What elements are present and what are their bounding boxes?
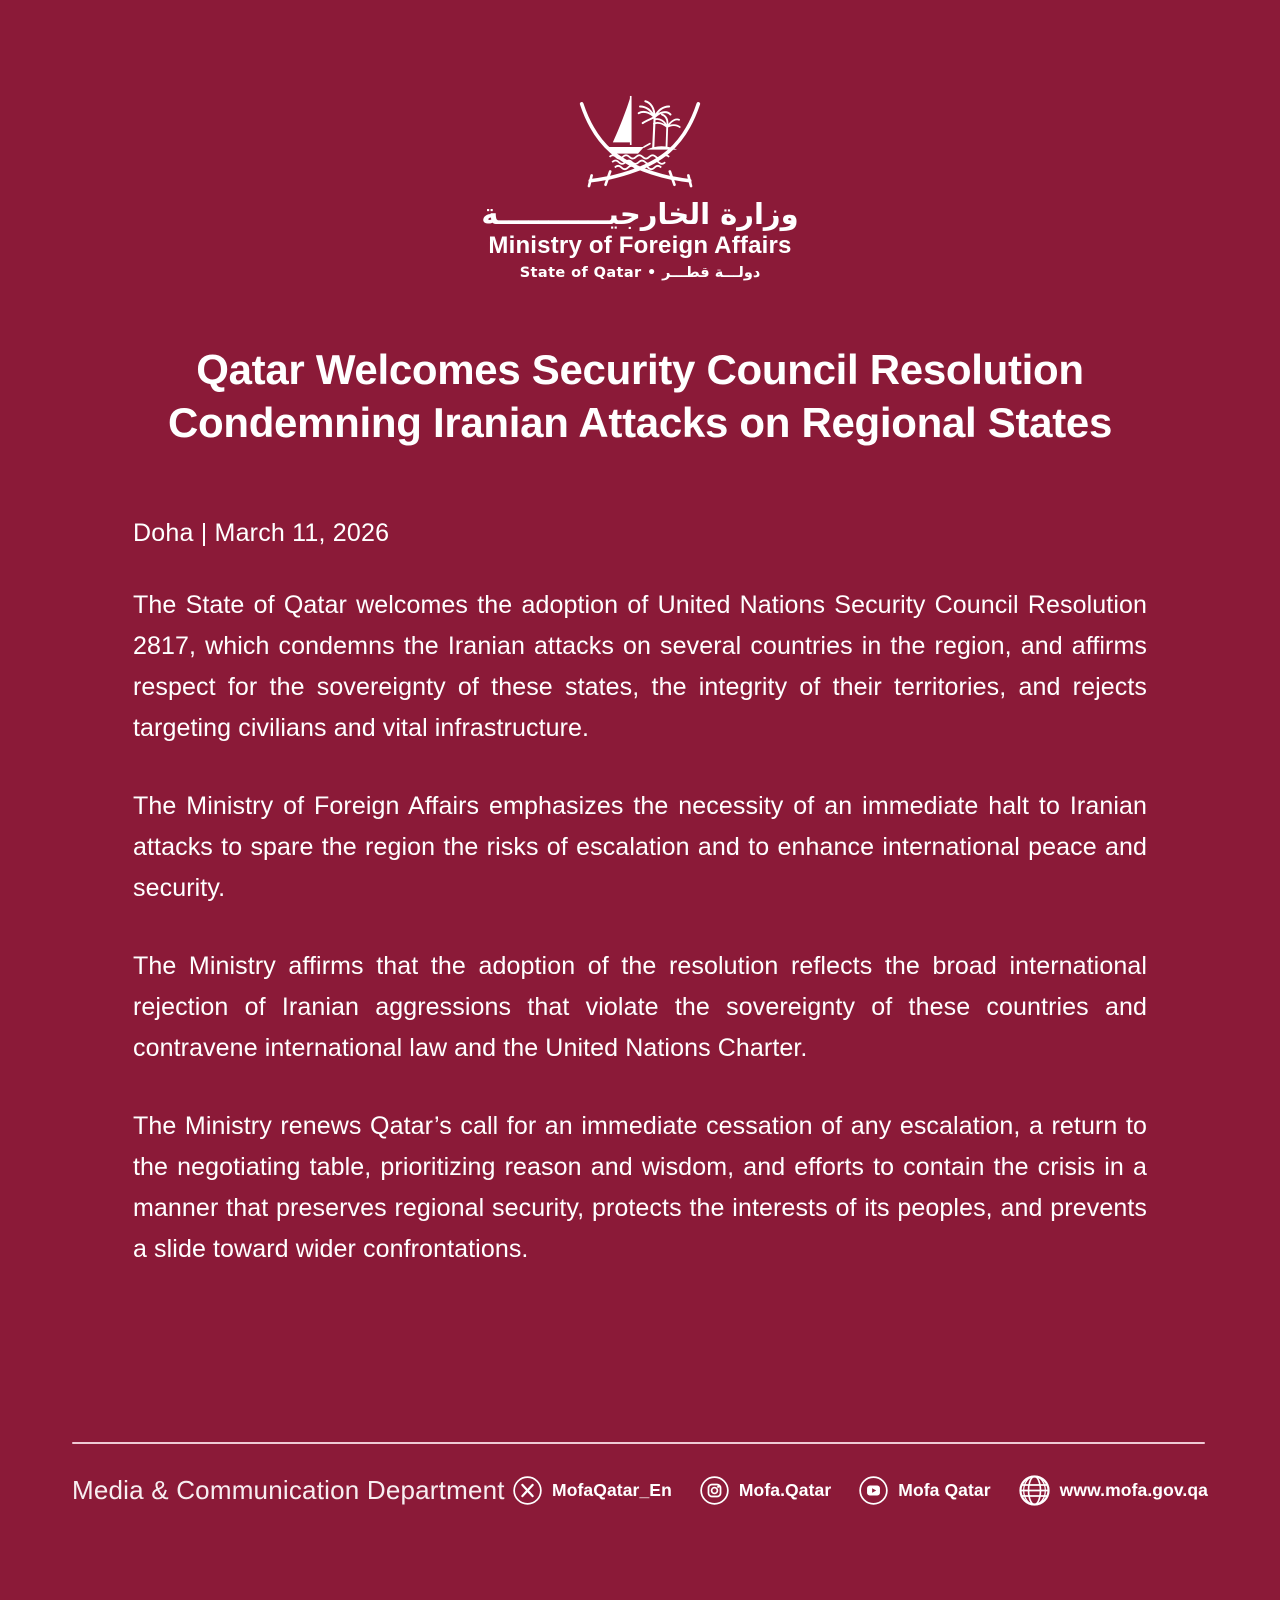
instagram-icon bbox=[699, 1475, 730, 1506]
statement-body bbox=[0, 343, 1280, 1270]
instagram-handle: Mofa.Qatar bbox=[738, 1479, 832, 1500]
social-item-youtube[interactable] bbox=[858, 1475, 990, 1506]
statement-paragraph-2: The Ministry of Foreign Affairs emphasizes the necessity of an immediate halt to Iranian attacks to spare the region the risks of escalation and to enhance international peace and security. bbox=[133, 792, 1147, 903]
statement-paragraph-4: The Ministry renews Qatar’s call for an immediate cessation of any escalation, a return to the negotiating table, prioritizing reason and wisdom, and efforts to contain the crisis in a manner that preserves regional security, protects the interests of its peoples, and prevents a slide toward wider confrontations. bbox=[133, 1112, 1147, 1264]
website-url: www.mofa.gov.qa bbox=[1059, 1479, 1208, 1500]
statement-title bbox=[0, 343, 1280, 449]
social-item-website[interactable] bbox=[1018, 1474, 1208, 1507]
qatar-mofa-emblem-icon bbox=[573, 88, 707, 194]
dateline: Doha | March 11, 2026 bbox=[133, 519, 390, 548]
social-links bbox=[512, 1474, 1208, 1507]
footer bbox=[72, 1466, 1208, 1514]
mofa-logo-block bbox=[0, 0, 1280, 281]
statement-paragraphs bbox=[0, 585, 1280, 1270]
youtube-icon bbox=[858, 1475, 889, 1506]
statement-paragraph-3: The Ministry affirms that the adoption of the resolution reflects the broad international rejection of Iranian aggressions that violate the sovereignty of these countries and contravene international law and the United Nations Charter. bbox=[133, 952, 1147, 1063]
youtube-handle: Mofa Qatar bbox=[898, 1479, 991, 1500]
footer-divider bbox=[72, 1442, 1205, 1444]
statement-title-line-2: Condemning Iranian Attacks on Regional States bbox=[167, 399, 1113, 447]
department-label: Media & Communication Department bbox=[72, 1474, 505, 1505]
social-item-instagram[interactable] bbox=[699, 1475, 831, 1506]
state-of-qatar-line: State of Qatar • دولـــة قطـــر bbox=[519, 265, 761, 282]
ministry-name-arabic: وزارة الخارجيـــــــــــة bbox=[481, 197, 799, 231]
statement-paragraph-1: The State of Qatar welcomes the adoption of United Nations Security Council Resolution 2817, which condemns the Iranian attacks on several countries in the region, and affirms respect for the sovereignty of these states, the integrity of their territories, and rejects targeting civilians and vital infrastructure. bbox=[133, 591, 1147, 743]
social-item-x[interactable] bbox=[512, 1475, 672, 1506]
x-icon bbox=[512, 1475, 543, 1506]
x-handle: MofaQatar_En bbox=[552, 1479, 672, 1500]
ministry-name-english: Ministry of Foreign Affairs bbox=[488, 232, 792, 260]
statement-title-line-1: Qatar Welcomes Security Council Resolution bbox=[196, 346, 1084, 394]
globe-icon bbox=[1018, 1474, 1051, 1507]
